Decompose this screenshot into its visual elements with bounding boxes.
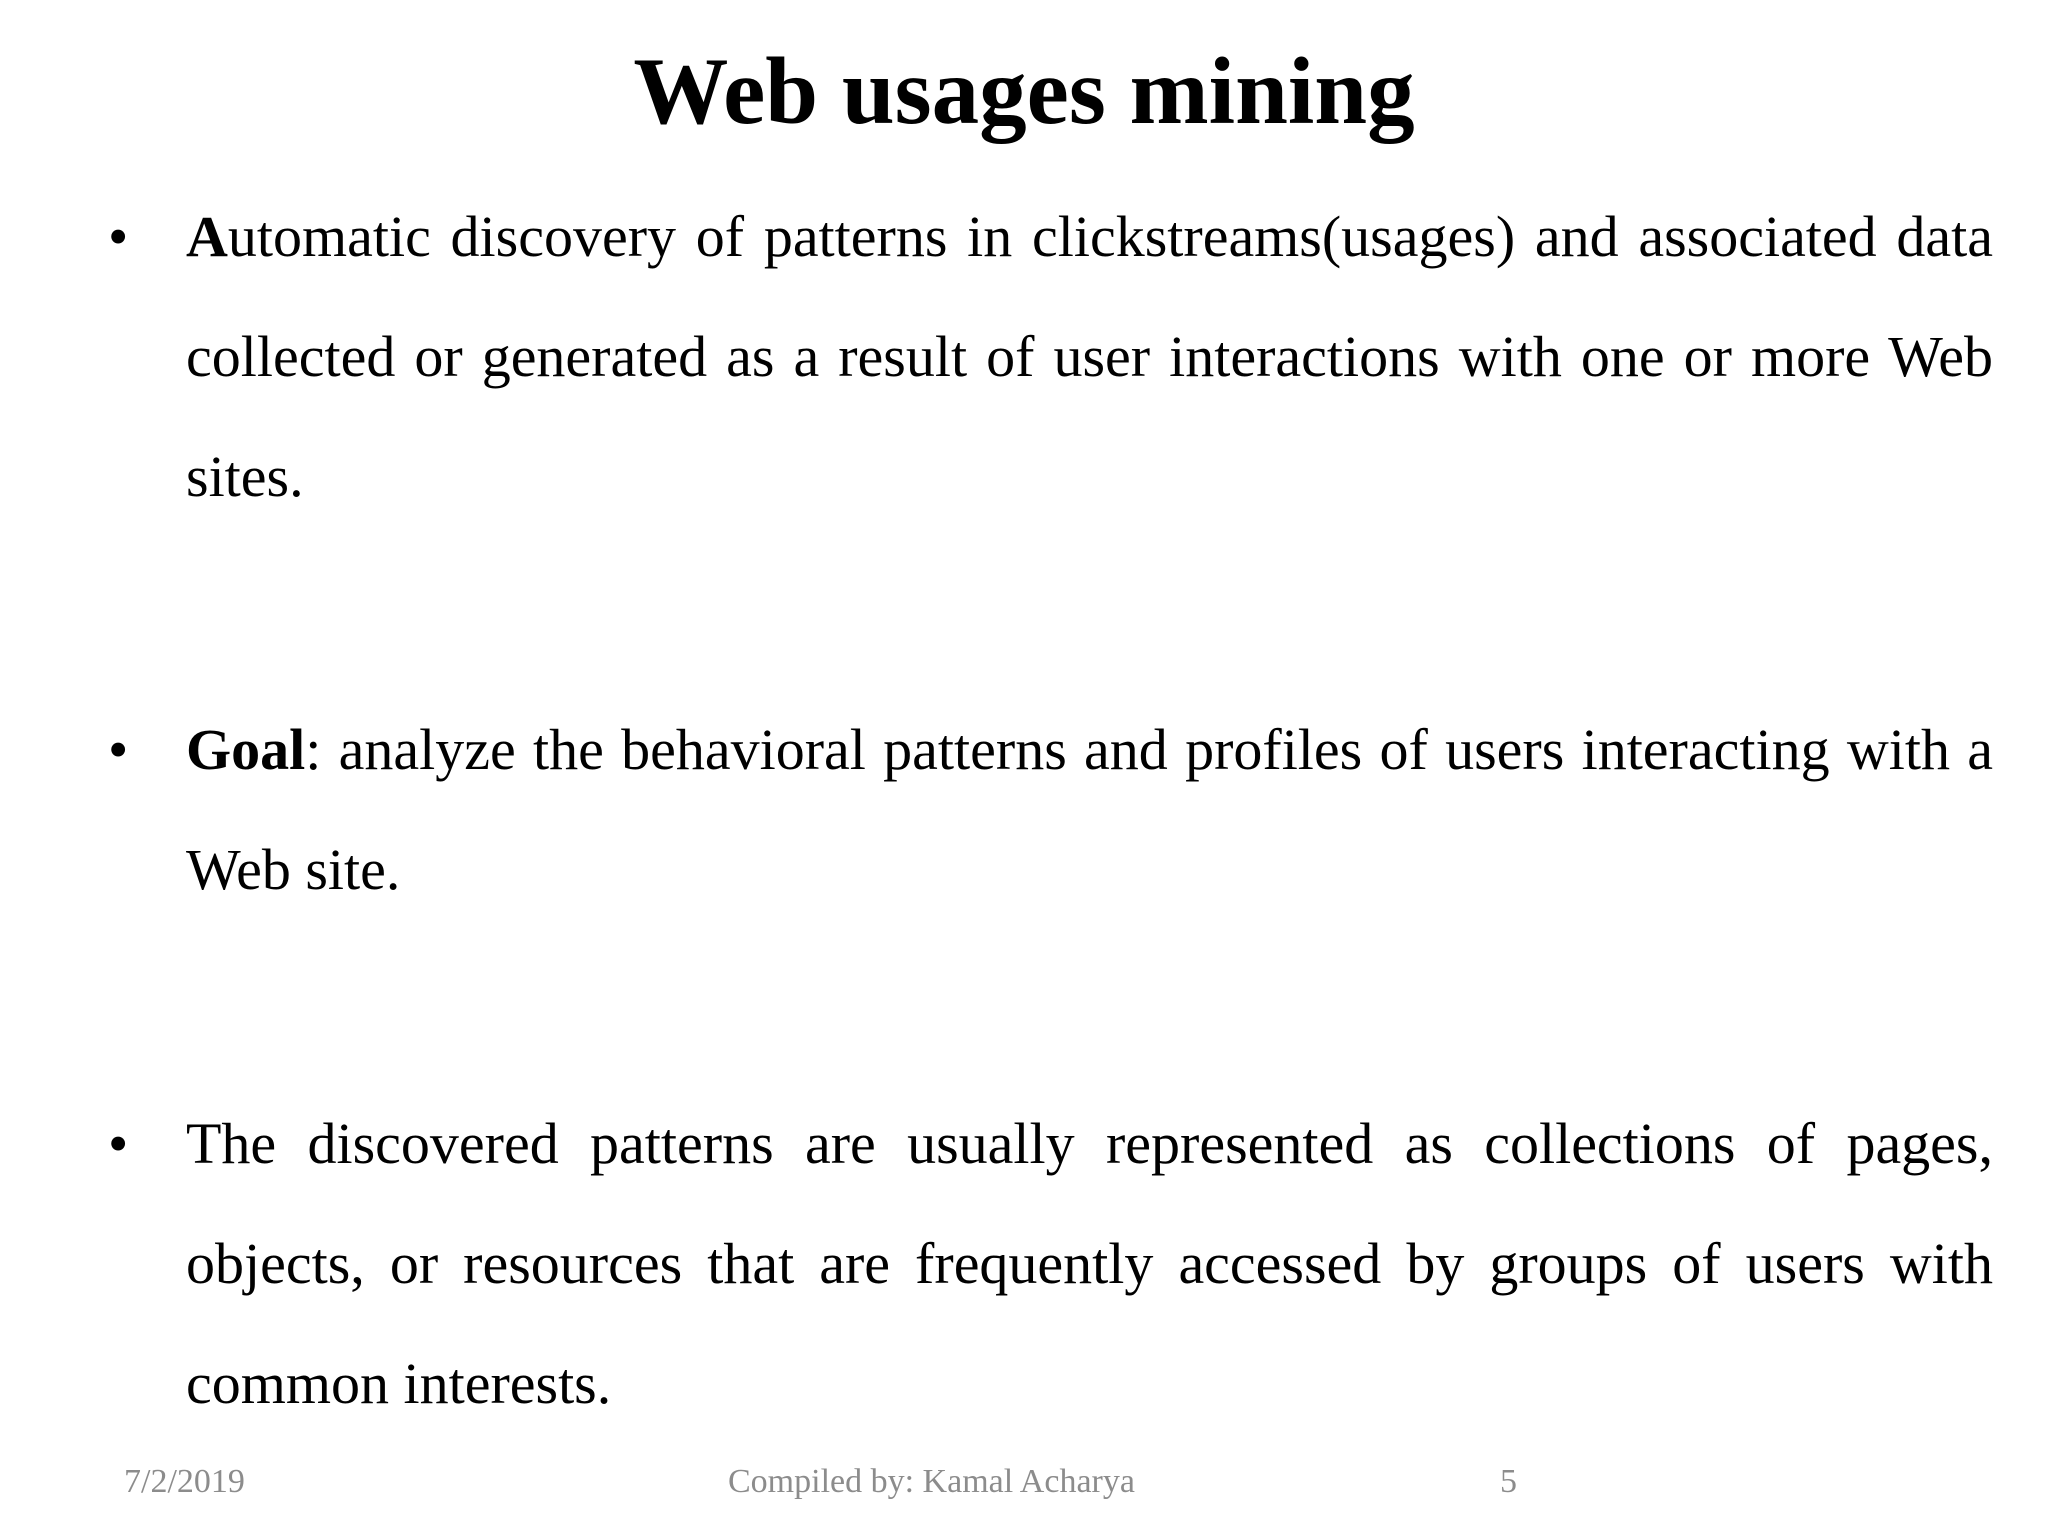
bullet-text: [186, 1084, 1993, 1444]
slide-title: Web usages mining: [633, 38, 1415, 144]
footer-page-number: 5: [1500, 1463, 1517, 1500]
bullet-lead: Goal: [186, 717, 306, 782]
bullet-body: utomatic discovery of patterns in clickstreams(usages) and associated data collected or generated as a result of user interactions with one or more Web sites.: [186, 204, 1993, 509]
footer-author: Compiled by: Kamal Acharya: [728, 1463, 1135, 1500]
bullet-marker: •: [108, 717, 129, 782]
bullet-text: [186, 177, 1993, 537]
bullet-lead: A: [186, 204, 228, 269]
bullet-body: The discovered patterns are usually represented as collections of pages, objects, or resources that are frequently accessed by groups of users with common interests.: [186, 1111, 1993, 1416]
bullet-body: : analyze the behavioral patterns and profiles of users interacting with a Web site.: [186, 717, 1993, 902]
bullet-marker: •: [108, 204, 129, 269]
footer-date: 7/2/2019: [124, 1463, 245, 1500]
bullet-marker: •: [108, 1111, 129, 1176]
bullet-text: [186, 690, 1993, 930]
